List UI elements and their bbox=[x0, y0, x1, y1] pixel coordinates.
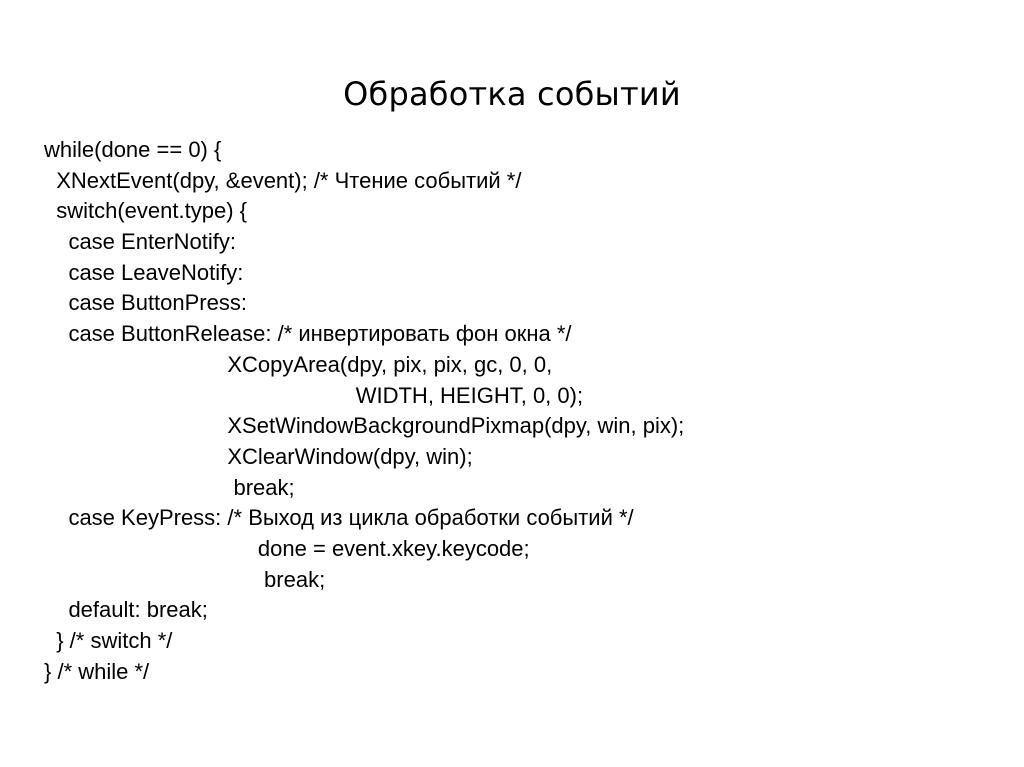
code-line: } /* while */ bbox=[44, 658, 150, 684]
code-line: XSetWindowBackgroundPixmap(dpy, win, pix); bbox=[44, 413, 685, 439]
code-line: case EnterNotify: bbox=[44, 229, 236, 255]
code-line: XCopyArea(dpy, pix, pix, gc, 0, 0, bbox=[44, 351, 553, 377]
code-line: switch(event.type) { bbox=[44, 198, 247, 224]
code-line: } /* switch */ bbox=[44, 628, 173, 653]
code-line: while(done == 0) { bbox=[44, 137, 222, 162]
code-line: case LeaveNotify: bbox=[44, 259, 244, 285]
code-line: case ButtonRelease: /* инвертировать фон окна */ bbox=[44, 321, 572, 347]
code-block bbox=[44, 135, 1004, 687]
code-line: default: break; bbox=[44, 597, 208, 623]
code-line: break; bbox=[44, 474, 295, 500]
code-line: WIDTH, HEIGHT, 0, 0); bbox=[44, 382, 584, 408]
code-line: break; bbox=[44, 566, 326, 592]
code-line: XClearWindow(dpy, win); bbox=[44, 443, 473, 469]
code-line: XNextEvent(dpy, &event); /* Чтение событий */ bbox=[44, 167, 522, 193]
code-line: done = event.xkey.keycode; bbox=[44, 535, 530, 561]
slide-title: Обработка событий bbox=[343, 75, 681, 113]
code-line: case KeyPress: /* Выход из цикла обработки событий */ bbox=[44, 505, 634, 531]
code-line: case ButtonPress: bbox=[44, 290, 247, 316]
